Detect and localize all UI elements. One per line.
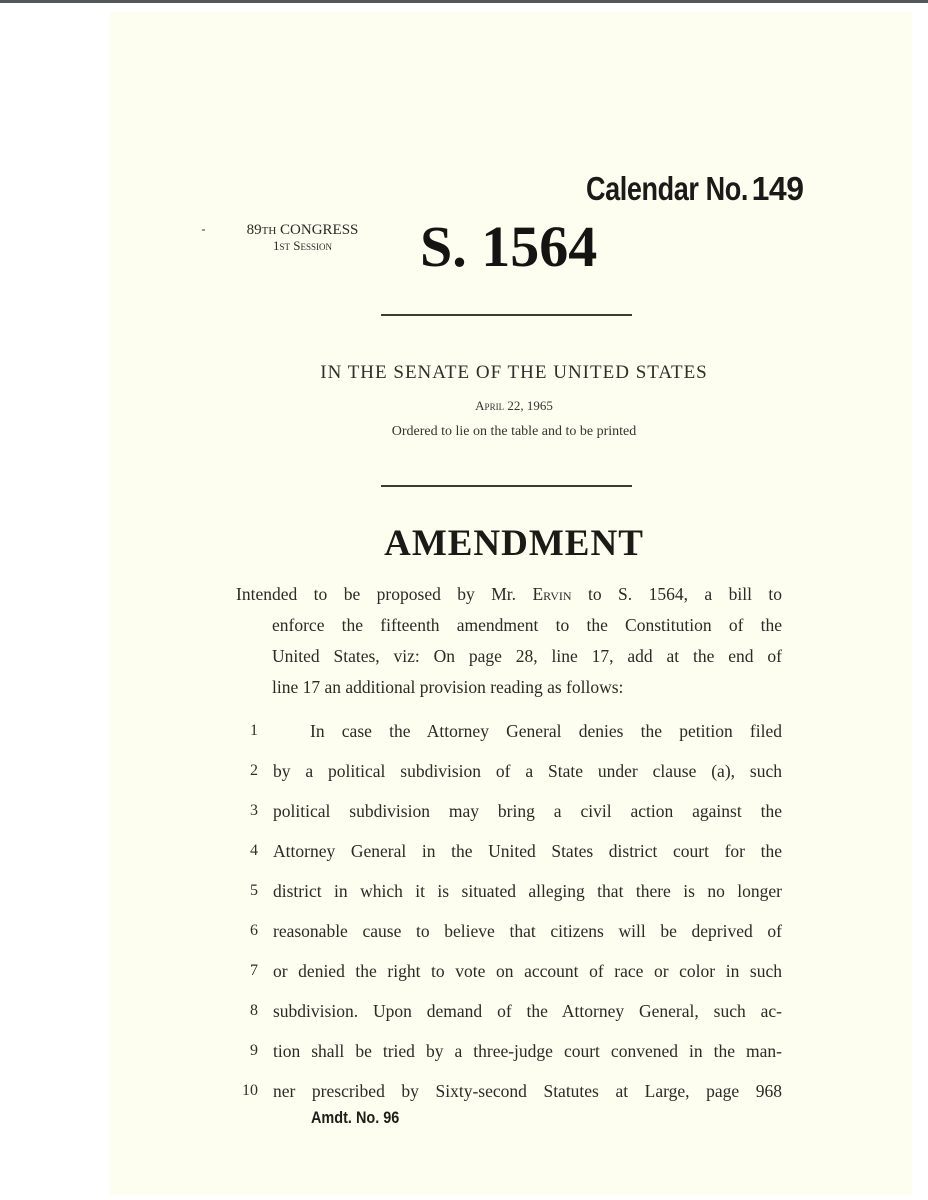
date-month: April: [475, 398, 505, 413]
amendment-intro: [236, 579, 782, 703]
line-number: 2: [250, 762, 258, 779]
intro-text: to S. 1564, a bill to: [571, 584, 782, 604]
divider-rule: [381, 485, 632, 487]
line-text: subdivision. Upon demand of the Attorney General, such ac-: [273, 1001, 782, 1021]
scan-top-border: [0, 0, 928, 3]
line-text: Attorney General in the United States district court for the: [273, 841, 782, 861]
numbered-line: [230, 996, 782, 1036]
line-text: tion shall be tried by a three-judge court convened in the man-: [273, 1041, 782, 1061]
bill-number: S. 1564: [420, 214, 598, 279]
congress-number: 89: [246, 222, 262, 238]
line-text: political subdivision may bring a civil action against the: [273, 801, 782, 821]
line-number: 7: [250, 962, 258, 979]
stray-mark: [202, 229, 205, 231]
amendment-heading: AMENDMENT: [384, 523, 644, 564]
numbered-line: [230, 1036, 782, 1076]
session-suffix: st: [279, 238, 291, 253]
line-text: ner prescribed by Sixty-second Statutes at Large, page 968: [273, 1081, 782, 1101]
line-text: district in which it is situated alleging that there is no longer: [273, 881, 782, 901]
line-text: In case the Attorney General denies the petition filed: [310, 721, 782, 741]
congress-session-block: [225, 223, 380, 253]
divider-rule: [381, 314, 632, 316]
line-number: 8: [250, 1002, 258, 1019]
line-number: 10: [242, 1082, 258, 1099]
line-number: 4: [250, 842, 258, 859]
numbered-line: [230, 876, 782, 916]
intro-line: line 17 an additional provision reading as follows:: [272, 677, 624, 697]
numbered-line: [230, 756, 782, 796]
congress-word: CONGRESS: [276, 222, 359, 238]
date-line: [200, 398, 828, 414]
ordered-line: Ordered to lie on the table and to be printed: [391, 424, 637, 439]
intro-line: enforce the fifteenth amendment to the Constitution of the: [272, 615, 782, 635]
senator-name: Ervin: [532, 584, 572, 604]
numbered-line: [230, 836, 782, 876]
line-text: or denied the right to vote on account of race or color in such: [273, 961, 782, 981]
session-line: [225, 238, 380, 253]
calendar-number: [586, 170, 804, 208]
amendment-text: [230, 716, 782, 1116]
chamber-heading: IN THE SENATE OF THE UNITED STATES: [320, 362, 708, 383]
intro-line: [236, 579, 782, 610]
amendment-number: Amdt. No. 96: [311, 1108, 400, 1127]
intro-text: Intended to be proposed by Mr.: [236, 584, 533, 604]
intro-line: United States, viz: On page 28, line 17, add at the end of: [272, 646, 782, 666]
line-number: 9: [250, 1042, 258, 1059]
line-number: 6: [250, 922, 258, 939]
numbered-line: [230, 916, 782, 956]
congress-line: [225, 223, 380, 238]
congress-suffix: th: [261, 222, 277, 238]
session-word: Session: [290, 238, 332, 253]
line-text: by a political subdivision of a State under clause (a), such: [273, 761, 782, 781]
line-number: 1: [250, 722, 258, 739]
line-text: reasonable cause to believe that citizens will be deprived of: [273, 921, 782, 941]
numbered-line: [230, 956, 782, 996]
line-number: 3: [250, 802, 258, 819]
calendar-number-value: 149: [751, 170, 804, 207]
session-number: 1: [273, 238, 280, 253]
numbered-line: [230, 796, 782, 836]
calendar-label: Calendar No.: [586, 170, 748, 207]
numbered-line: [230, 716, 782, 756]
line-number: 5: [250, 882, 258, 899]
date-rest: 22, 1965: [504, 398, 553, 413]
